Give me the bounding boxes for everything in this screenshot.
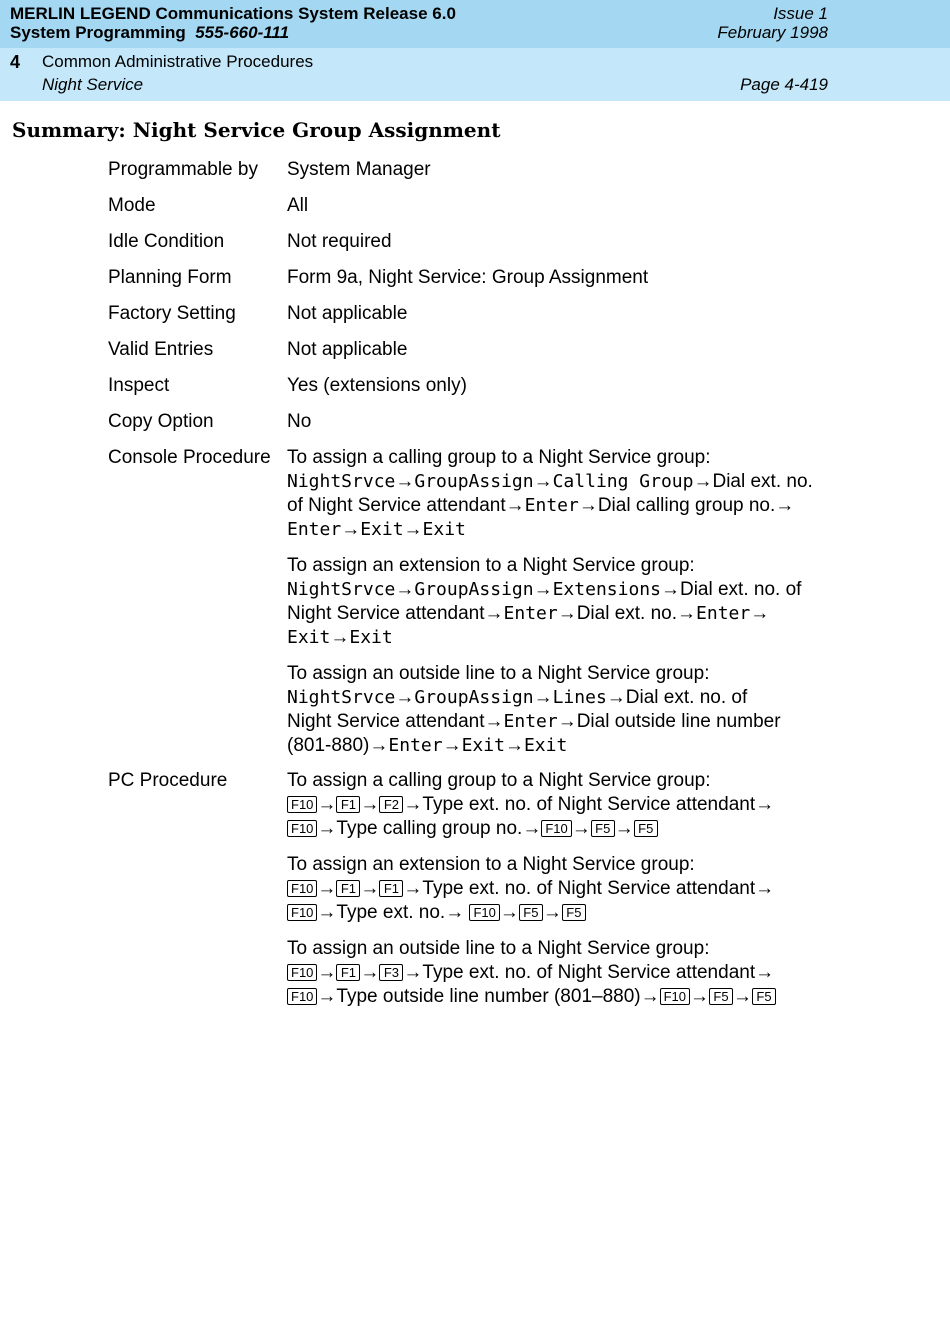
step-text: Dial ext. no. bbox=[576, 603, 678, 624]
arrow-icon: → bbox=[403, 519, 423, 540]
pc-procedure-label: PC Procedure bbox=[108, 770, 228, 791]
f10-key-icon: F10 bbox=[287, 820, 317, 837]
arrow-icon: → bbox=[317, 878, 337, 899]
chapter-title: Common Administrative Procedures bbox=[42, 52, 314, 71]
arrow-icon: → bbox=[484, 603, 504, 624]
console-p1-intro: To assign a calling group to a Night Service group: bbox=[287, 447, 711, 468]
pc-p3-line2 bbox=[287, 985, 776, 1009]
softkey-label: Exit bbox=[287, 627, 331, 648]
f2-key-icon: F2 bbox=[379, 796, 403, 813]
softkey-label: GroupAssign bbox=[414, 471, 534, 492]
arrow-icon: → bbox=[317, 986, 337, 1007]
console-p1-line3 bbox=[287, 518, 466, 542]
arrow-icon: → bbox=[360, 878, 380, 899]
f10-key-icon: F10 bbox=[287, 964, 317, 981]
arrow-icon: → bbox=[403, 962, 423, 983]
arrow-icon: → bbox=[360, 794, 380, 815]
step-text: Type ext. no. of Night Service attendant bbox=[422, 878, 756, 899]
arrow-icon: → bbox=[317, 902, 337, 923]
row-value: Not applicable bbox=[287, 303, 408, 324]
pc-p3-intro: To assign an outside line to a Night Service group: bbox=[287, 938, 710, 959]
row-label: Planning Form bbox=[108, 267, 232, 288]
arrow-icon: → bbox=[733, 986, 753, 1007]
pc-p1-line2 bbox=[287, 817, 658, 841]
arrow-icon: → bbox=[317, 962, 337, 983]
arrow-icon: → bbox=[369, 735, 389, 756]
arrow-icon: → bbox=[578, 495, 598, 516]
row-label: Programmable by bbox=[108, 159, 258, 180]
f5-key-icon: F5 bbox=[634, 820, 658, 837]
softkey-label: Enter bbox=[503, 603, 558, 624]
softkey-label: Extensions bbox=[552, 579, 661, 600]
row-value: System Manager bbox=[287, 159, 431, 180]
arrow-icon: → bbox=[614, 818, 634, 839]
arrow-icon: → bbox=[317, 794, 337, 815]
f3-key-icon: F3 bbox=[379, 964, 403, 981]
step-text: Dial ext. no. of bbox=[679, 579, 802, 600]
f5-key-icon: F5 bbox=[709, 988, 733, 1005]
issue: Issue 1 bbox=[773, 4, 828, 23]
arrow-icon: → bbox=[395, 471, 415, 492]
softkey-label: Enter bbox=[388, 735, 443, 756]
arrow-icon: → bbox=[505, 495, 525, 516]
arrow-icon: → bbox=[755, 878, 775, 899]
pc-p2-line1 bbox=[287, 877, 774, 901]
step-text: Type ext. no. bbox=[336, 902, 446, 923]
arrow-icon: → bbox=[571, 818, 591, 839]
arrow-icon: → bbox=[395, 579, 415, 600]
softkey-label: Exit bbox=[349, 627, 393, 648]
arrow-icon: → bbox=[640, 986, 660, 1007]
console-p2-line3 bbox=[287, 626, 393, 650]
row-value: Not required bbox=[287, 231, 392, 252]
step-text: Type outside line number (801–880) bbox=[336, 986, 641, 1007]
arrow-icon: → bbox=[750, 603, 770, 624]
softkey-label: Exit bbox=[422, 519, 466, 540]
row-label: Inspect bbox=[108, 375, 170, 396]
step-text: (801-880) bbox=[287, 735, 370, 756]
arrow-icon: → bbox=[442, 735, 462, 756]
console-p3-intro: To assign an outside line to a Night Service group: bbox=[287, 663, 710, 684]
arrow-icon: → bbox=[341, 519, 361, 540]
arrow-icon: → bbox=[755, 962, 775, 983]
f5-key-icon: F5 bbox=[519, 904, 543, 921]
doc-title: MERLIN LEGEND Communications System Release 6.0 bbox=[10, 4, 456, 23]
pc-p3-line1 bbox=[287, 961, 774, 985]
console-p3-line2 bbox=[287, 710, 781, 734]
softkey-label: GroupAssign bbox=[414, 579, 534, 600]
row-label: Factory Setting bbox=[108, 303, 236, 324]
step-text: Night Service attendant bbox=[287, 711, 485, 732]
arrow-icon: → bbox=[403, 794, 423, 815]
softkey-label: NightSrvce bbox=[287, 687, 396, 708]
console-procedure-label: Console Procedure bbox=[108, 447, 271, 468]
arrow-icon: → bbox=[755, 794, 775, 815]
row-label: Idle Condition bbox=[108, 231, 225, 252]
softkey-label: Lines bbox=[552, 687, 607, 708]
console-p2-intro: To assign an extension to a Night Service group: bbox=[287, 555, 695, 576]
section-title: Summary: Night Service Group Assignment bbox=[12, 118, 501, 142]
f1-key-icon: F1 bbox=[379, 880, 403, 897]
section-name: Night Service bbox=[42, 75, 144, 94]
arrow-icon: → bbox=[690, 986, 710, 1007]
arrow-icon: → bbox=[533, 687, 553, 708]
f5-key-icon: F5 bbox=[562, 904, 586, 921]
step-text: Dial calling group no. bbox=[597, 495, 776, 516]
row-value: All bbox=[287, 195, 309, 216]
arrow-icon: → bbox=[395, 687, 415, 708]
console-p2-line2 bbox=[287, 602, 769, 626]
f1-key-icon: F1 bbox=[336, 796, 360, 813]
arrow-icon: → bbox=[317, 818, 337, 839]
f10-key-icon: F10 bbox=[660, 988, 690, 1005]
step-text: Type ext. no. of Night Service attendant bbox=[422, 962, 756, 983]
arrow-icon: → bbox=[606, 687, 626, 708]
row-label: Valid Entries bbox=[108, 339, 214, 360]
step-text: Type ext. no. of Night Service attendant bbox=[422, 794, 756, 815]
row-value: Not applicable bbox=[287, 339, 408, 360]
softkey-label: GroupAssign bbox=[414, 687, 534, 708]
arrow-icon: → bbox=[403, 878, 423, 899]
softkey-label: Enter bbox=[503, 711, 558, 732]
arrow-icon: → bbox=[775, 495, 795, 516]
f5-key-icon: F5 bbox=[752, 988, 776, 1005]
f1-key-icon: F1 bbox=[336, 880, 360, 897]
console-p3-line1 bbox=[287, 686, 747, 710]
softkey-label: Exit bbox=[523, 735, 568, 756]
row-label: Copy Option bbox=[108, 411, 214, 432]
step-text: Dial outside line number bbox=[576, 711, 781, 732]
row-value: Form 9a, Night Service: Group Assignment bbox=[287, 267, 649, 288]
pc-p2-line2 bbox=[287, 901, 586, 925]
step-text: Type calling group no. bbox=[336, 818, 523, 839]
softkey-label: Enter bbox=[287, 519, 342, 540]
arrow-icon: → bbox=[522, 818, 542, 839]
pc-p1-line1 bbox=[287, 793, 774, 817]
f10-key-icon: F10 bbox=[469, 904, 499, 921]
row-value: Yes (extensions only) bbox=[287, 375, 467, 396]
doc-number: 555-660-111 bbox=[195, 23, 290, 42]
arrow-icon: → bbox=[557, 711, 577, 732]
page-number: Page 4-419 bbox=[740, 75, 828, 94]
console-p1-line1 bbox=[287, 470, 813, 494]
console-p3-line3 bbox=[287, 734, 567, 758]
softkey-label: NightSrvce bbox=[287, 579, 396, 600]
step-text: Dial ext. no. bbox=[712, 471, 813, 492]
console-p1-line2 bbox=[287, 494, 794, 518]
arrow-icon: → bbox=[542, 902, 562, 923]
step-text: Dial ext. no. of bbox=[625, 687, 748, 708]
pc-p2-intro: To assign an extension to a Night Service group: bbox=[287, 854, 695, 875]
step-text: Night Service attendant bbox=[287, 603, 485, 624]
arrow-icon: → bbox=[693, 471, 713, 492]
softkey-label: Enter bbox=[524, 495, 579, 516]
step-text: of Night Service attendant bbox=[287, 495, 506, 516]
arrow-icon: → bbox=[677, 603, 697, 624]
arrow-icon: → bbox=[484, 711, 504, 732]
f10-key-icon: F10 bbox=[541, 820, 571, 837]
pc-p1-intro: To assign a calling group to a Night Service group: bbox=[287, 770, 711, 791]
f1-key-icon: F1 bbox=[336, 964, 360, 981]
arrow-icon: → bbox=[533, 471, 553, 492]
arrow-icon: → bbox=[504, 735, 524, 756]
softkey-label: Exit bbox=[360, 519, 404, 540]
arrow-icon: → bbox=[360, 962, 380, 983]
issue-date: February 1998 bbox=[717, 23, 828, 42]
f10-key-icon: F10 bbox=[287, 904, 317, 921]
softkey-label: NightSrvce bbox=[287, 471, 396, 492]
row-label: Mode bbox=[108, 195, 156, 216]
arrow-icon: → bbox=[533, 579, 553, 600]
arrow-icon: → bbox=[499, 902, 519, 923]
arrow-icon: → bbox=[557, 603, 577, 624]
softkey-label: Exit bbox=[461, 735, 505, 756]
arrow-icon: → bbox=[330, 627, 350, 648]
softkey-label: Enter bbox=[696, 603, 751, 624]
f10-key-icon: F10 bbox=[287, 796, 317, 813]
chapter-number: 4 bbox=[10, 52, 21, 72]
softkey-label: Calling Group bbox=[552, 471, 694, 492]
f5-key-icon: F5 bbox=[591, 820, 615, 837]
console-p2-line1 bbox=[287, 578, 801, 602]
arrow-icon: → bbox=[445, 902, 465, 923]
arrow-icon: → bbox=[660, 579, 680, 600]
f10-key-icon: F10 bbox=[287, 880, 317, 897]
f10-key-icon: F10 bbox=[287, 988, 317, 1005]
row-value: No bbox=[287, 411, 312, 432]
doc-subtitle: System Programming 555-660-111 bbox=[10, 23, 290, 42]
